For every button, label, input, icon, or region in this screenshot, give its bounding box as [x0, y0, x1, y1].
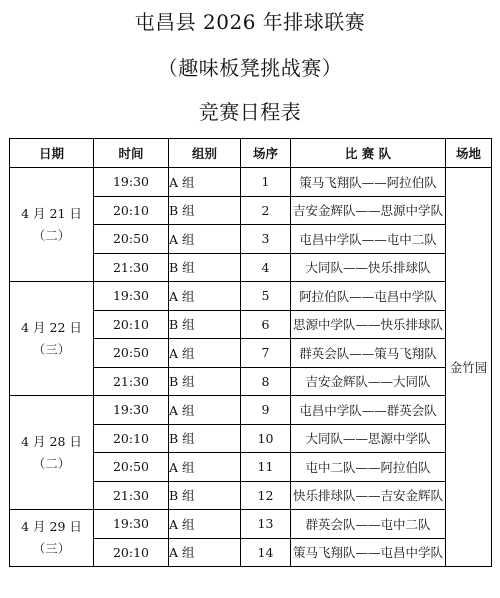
group-cell: A 组: [169, 168, 241, 197]
col-header-date: 日期: [10, 139, 94, 168]
match-number-cell: 7: [241, 339, 291, 368]
match-number-cell: 12: [241, 481, 291, 510]
time-cell: 20:10: [94, 538, 169, 567]
col-header-seq: 场序: [241, 139, 291, 168]
match-number-cell: 2: [241, 196, 291, 225]
date-text: 4 月 22 日: [21, 319, 82, 335]
date-cell: [10, 510, 94, 567]
document-title: 屯昌县 2026 年排球联赛: [134, 10, 366, 34]
match-number-cell: 4: [241, 253, 291, 282]
venue-cell: 金竹园: [446, 168, 492, 567]
teams-cell: 群英会队——屯中二队: [291, 510, 446, 539]
match-number-cell: 11: [241, 453, 291, 482]
date-text: 4 月 28 日: [21, 433, 82, 449]
teams-cell: 思源中学队——快乐排球队: [291, 310, 446, 339]
group-cell: A 组: [169, 225, 241, 254]
date-cell: [10, 396, 94, 510]
teams-cell: 快乐排球队——吉安金辉队: [291, 481, 446, 510]
time-cell: 19:30: [94, 168, 169, 197]
teams-cell: 屯昌中学队——屯中二队: [291, 225, 446, 254]
time-cell: 20:50: [94, 339, 169, 368]
time-cell: 20:50: [94, 225, 169, 254]
teams-cell: 屯昌中学队——群英会队: [291, 396, 446, 425]
teams-cell: 策马飞翔队——阿拉伯队: [291, 168, 446, 197]
group-cell: A 组: [169, 538, 241, 567]
time-cell: 20:10: [94, 310, 169, 339]
match-number-cell: 6: [241, 310, 291, 339]
teams-cell: 吉安金辉队——思源中学队: [291, 196, 446, 225]
weekday-text: （三）: [32, 341, 71, 357]
weekday-text: （二）: [32, 455, 71, 471]
weekday-text: （二）: [32, 227, 71, 243]
group-cell: A 组: [169, 453, 241, 482]
match-number-cell: 3: [241, 225, 291, 254]
col-header-time: 时间: [94, 139, 169, 168]
group-cell: B 组: [169, 424, 241, 453]
time-cell: 20:10: [94, 196, 169, 225]
time-cell: 21:30: [94, 367, 169, 396]
group-cell: A 组: [169, 396, 241, 425]
time-cell: 20:10: [94, 424, 169, 453]
document-subtitle: （趣味板凳挑战赛）: [157, 56, 343, 80]
col-header-teams: 比 赛 队: [291, 139, 446, 168]
time-cell: 19:30: [94, 282, 169, 311]
teams-cell: 屯中二队——阿拉伯队: [291, 453, 446, 482]
match-number-cell: 14: [241, 538, 291, 567]
time-cell: 21:30: [94, 253, 169, 282]
group-cell: A 组: [169, 510, 241, 539]
table-row: [10, 396, 492, 425]
table-row: [10, 282, 492, 311]
match-number-cell: 10: [241, 424, 291, 453]
weekday-text: （三）: [32, 541, 71, 556]
schedule-heading: 竞赛日程表: [198, 100, 302, 124]
group-cell: B 组: [169, 253, 241, 282]
table-header-row: [10, 139, 492, 168]
time-cell: 21:30: [94, 481, 169, 510]
group-cell: B 组: [169, 310, 241, 339]
date-cell: [10, 282, 94, 396]
match-number-cell: 8: [241, 367, 291, 396]
date-text: 4 月 29 日: [21, 519, 82, 534]
match-number-cell: 9: [241, 396, 291, 425]
group-cell: B 组: [169, 367, 241, 396]
group-cell: A 组: [169, 339, 241, 368]
teams-cell: 群英会队——策马飞翔队: [291, 339, 446, 368]
match-number-cell: 5: [241, 282, 291, 311]
date-text: 4 月 21 日: [21, 205, 82, 221]
teams-cell: 策马飞翔队——屯昌中学队: [291, 538, 446, 567]
col-header-group: 组别: [169, 139, 241, 168]
teams-cell: 阿拉伯队——屯昌中学队: [291, 282, 446, 311]
teams-cell: 大同队——思源中学队: [291, 424, 446, 453]
schedule-body: [10, 168, 492, 567]
group-cell: A 组: [169, 282, 241, 311]
group-cell: B 组: [169, 481, 241, 510]
col-header-venue: 场地: [446, 139, 492, 168]
table-row: [10, 510, 492, 539]
match-number-cell: 1: [241, 168, 291, 197]
time-cell: 20:50: [94, 453, 169, 482]
group-cell: B 组: [169, 196, 241, 225]
match-number-cell: 13: [241, 510, 291, 539]
date-cell: [10, 168, 94, 282]
time-cell: 19:30: [94, 396, 169, 425]
schedule-table: [9, 138, 492, 567]
time-cell: 19:30: [94, 510, 169, 539]
teams-cell: 吉安金辉队——大同队: [291, 367, 446, 396]
table-row: [10, 168, 492, 197]
teams-cell: 大同队——快乐排球队: [291, 253, 446, 282]
